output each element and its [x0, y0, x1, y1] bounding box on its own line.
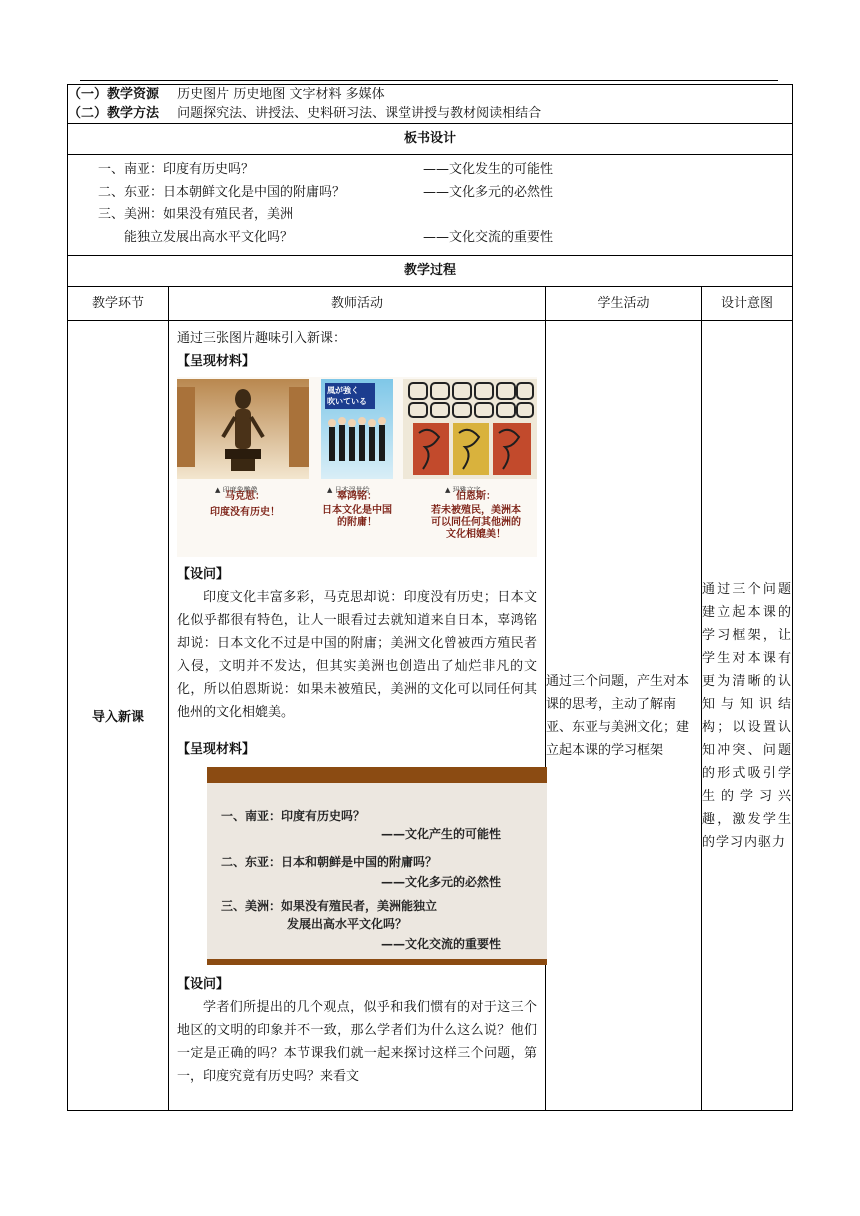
board-row-left: 二、东亚：日本朝鲜文化是中国的附庸吗？ — [98, 184, 346, 200]
board-row-right: ——文化多元的必然性 — [423, 184, 554, 200]
resources-line — [68, 85, 792, 104]
teacher-activity — [169, 321, 545, 1088]
col-header-intent: 设计意图 — [702, 287, 793, 321]
material-tag: 【呈现材料】 — [177, 354, 256, 369]
slide-line: 三、美洲：如果没有殖民者，美洲能独立 — [221, 899, 438, 913]
methods-line — [68, 104, 792, 123]
quote-name-gu: 辜鸿铭： — [337, 491, 377, 502]
caption-statue: ▲ 印度象雕像 — [215, 486, 258, 494]
resource-item: 多媒体 — [345, 87, 385, 102]
poster-text: 風が強く 吹いている — [327, 386, 367, 406]
board-row — [98, 204, 792, 227]
board-row — [98, 182, 792, 205]
quote-name-burns: 伯恩斯： — [456, 491, 496, 502]
question-text-1: 印度文化丰富多彩，马克思却说：印度没有历史；日本文化似乎都很有特色，让人一眼看过去就知道来自日本，辜鸿铭却说：日本文化不过是中国的附庸；美洲文化曾被西方殖民者入侵，文明并不发达，但其实美洲也创造出了灿烂非凡的文化，所以伯恩斯说：如果未被殖民，美洲的文化可以同任何其他州的文化相媲美。 — [177, 590, 537, 720]
intro-text: 通过三张图片趣味引入新课： — [177, 331, 347, 346]
resource-item: 文字材料 — [289, 87, 342, 102]
board-row-left: 一、南亚：印度有历史吗？ — [98, 162, 255, 177]
caption-poster: ▲ 日本浮世绘 — [327, 486, 370, 494]
col-header-teacher: 教师活动 — [169, 287, 546, 321]
board-design — [68, 155, 792, 255]
stage-cell: 导入新课 — [68, 321, 169, 1111]
board-row — [98, 159, 792, 182]
quote-burns: 若未被殖民，美洲本 可以同任何其他洲的 文化相媲美！ — [431, 505, 521, 540]
board-row-right: ——文化交流的重要性 — [423, 229, 554, 245]
board-row-right: ——文化发生的可能性 — [423, 162, 554, 177]
question-text-2: 学者们所提出的几个观点，似乎和我们惯有的对于这三个地区的文明的印象并不一致，那么学者们为什么这么说？他们一定是正确的吗？本节课我们就一起来探讨这样三个问题，第一，印度究竟有历史吗？来看文 — [177, 1000, 537, 1084]
top-rule — [80, 80, 778, 81]
quote-gu: 日本文化是中国 的附庸！ — [322, 505, 392, 528]
quote-name-marx: 马克思： — [225, 491, 265, 502]
three-images-figure — [177, 377, 537, 557]
caption-maya: ▲ 玛雅文字 — [445, 486, 481, 494]
question-tag: 【设问】 — [177, 567, 230, 582]
col-header-stage: 教学环节 — [68, 287, 169, 321]
slide-line: 一、南亚：印度有历史吗？ — [221, 809, 366, 823]
slide-top-bar — [207, 767, 547, 783]
slide-line: ——文化交流的重要性 — [381, 937, 502, 951]
board-row-left: 三、美洲：如果没有殖民者，美洲 — [98, 207, 294, 222]
slide-line: ——文化产生的可能性 — [381, 827, 502, 841]
board-heading: 板书设计 — [68, 124, 793, 155]
resource-item: 历史地图 — [233, 87, 286, 102]
material-tag-2: 【呈现材料】 — [177, 742, 256, 757]
col-header-student: 学生活动 — [546, 287, 702, 321]
teacher-activity-cell — [169, 321, 546, 1111]
methods-label: （二）教学方法 — [68, 106, 160, 121]
board-cell — [68, 155, 793, 256]
three-questions-slide — [207, 767, 547, 965]
spacer — [177, 724, 537, 738]
slide-line: 二、东亚：日本和朝鲜是中国的附庸吗？ — [221, 855, 438, 869]
resource-item: 历史图片 — [177, 87, 230, 102]
process-heading: 教学过程 — [68, 256, 793, 287]
resources-label: （一）教学资源 — [68, 87, 160, 102]
slide-bottom-bar — [207, 959, 547, 965]
slide-line: ——文化多元的必然性 — [381, 875, 502, 889]
board-row-left: 能独立发展出高水平文化吗？ — [98, 229, 294, 245]
quote-marx: 印度没有历史！ — [210, 507, 280, 518]
resources-cell — [68, 85, 793, 124]
methods-text: 问题探究法、讲授法、史料研习法、课堂讲授与教材阅读相结合 — [177, 106, 542, 121]
lesson-plan-table — [67, 84, 793, 1111]
slide-line: 发展出高水平文化吗？ — [287, 917, 408, 931]
board-row — [98, 227, 792, 250]
design-intent-cell: 通过三个问题建立起本课的学习框架，让学生对本课有更为清晰的认知与知识结构；以设置认知冲突、问题的形式吸引学生的学习兴趣，激发学生的学习内驱力 — [702, 321, 793, 1111]
question-tag-2: 【设问】 — [177, 977, 230, 992]
student-activity-cell: 通过三个问题，产生对本课的思考，主动了解南亚、东亚与美洲文化；建立起本课的学习框架 — [546, 321, 702, 1111]
